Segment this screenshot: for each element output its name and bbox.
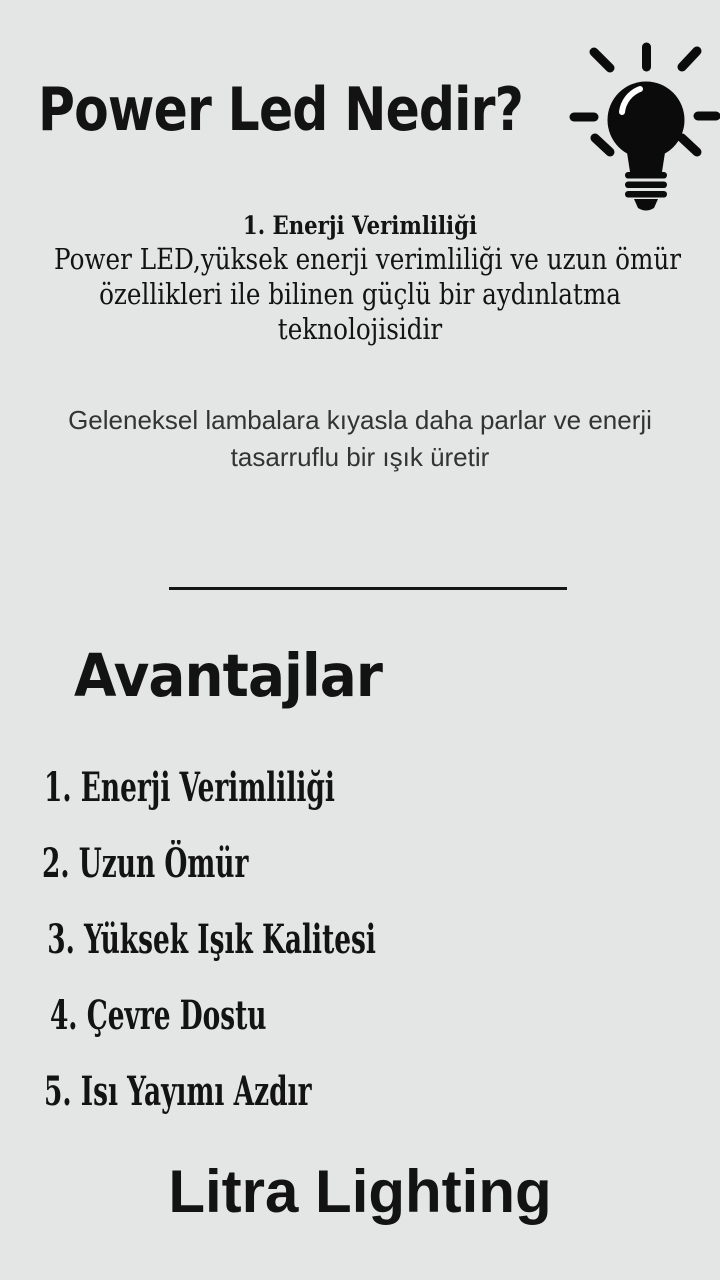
note-line: Geleneksel lambalara kıyasla daha parlar ve enerji — [68, 405, 652, 435]
advantage-item: 4. Çevre Dostu — [49, 992, 267, 1039]
brand-name: Litra Lighting — [168, 1158, 552, 1225]
advantage-item: 2. Uzun Ömür — [42, 840, 249, 887]
advantage-item: 5. Isı Yayımı Azdır — [44, 1068, 312, 1115]
advantage-item: 3. Yüksek Işık Kalitesi — [47, 916, 376, 963]
note-line: tasarruflu bir ışık üretir — [230, 442, 490, 472]
advantages-list — [44, 750, 547, 1130]
lightbulb-body — [608, 82, 685, 211]
intro-section — [0, 210, 720, 347]
advantage-item: 1. Enerji Verimliliği — [44, 764, 335, 811]
lightbulb-icon — [565, 38, 720, 218]
intro-heading: 1. Enerji Verimliliği — [242, 211, 478, 240]
intro-body — [0, 242, 720, 347]
intro-body-line: Power LED,yüksek enerji verimliliği ve uzun ömür — [54, 242, 682, 276]
intro-body-line: teknolojisidir — [277, 312, 443, 346]
note-section — [0, 402, 720, 476]
intro-body-line: özellikleri ile bilinen güçlü bir aydınlatma — [99, 277, 621, 311]
page-title: Power Led Nedir? — [38, 75, 524, 145]
advantages-heading: Avantajlar — [74, 641, 383, 710]
section-divider — [169, 587, 567, 590]
